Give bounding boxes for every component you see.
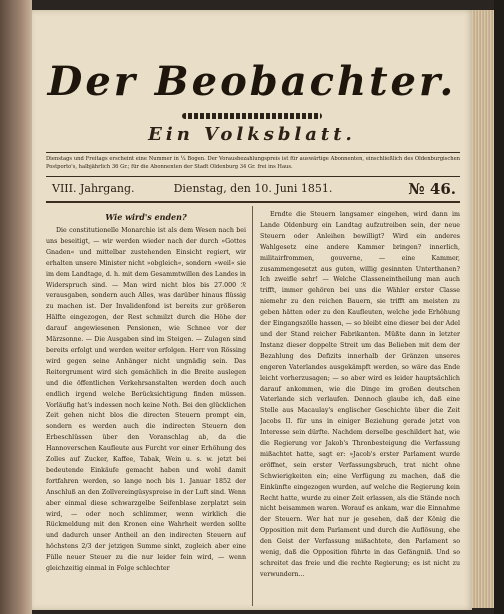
column-divider [252, 206, 253, 606]
issue-bar [46, 176, 460, 203]
ornament-divider [182, 113, 322, 119]
publication-notice: Dienstags und Freitags erscheint eine Nummer in ¼ Bogen. Der Vorausbezahlungspreis ist für auswärtige Abonnenten, einschließlich des Oldenburgischen Postporto's, halbjährlich 36 Gr.; für die Abonnenten der Stadt Oldenburg 34 Gr. frei ins Haus. [46, 152, 460, 171]
masthead-subtitle: Ein Volksblatt. [148, 124, 356, 145]
issue-number: № 46. [408, 180, 456, 198]
left-column [46, 210, 246, 605]
dark-border [494, 0, 504, 614]
article-text-right: Erndte die Steuern langsamer eingehen, wird dann im Lande Oldenburg ein Landtag aufzutreiben sein, der neue Steuern oder Anleihen bewilligt? Wird ein anderes Wahlgesetz eine andere Kammer bringen? innerlich, militairfrommen, gouverne, — eine Kammer, zusammengesetzt aus guten, willig gesinnten Unterthanen? Ich zweifle sehr! — Welche Classeneintheilung man auch trifft, immer gehören bei uns die Wähler erster Classe niemehr zu den reichen Bauern, sie trifft am meisten zu geben hätten oder zu den Kaufleuten, welche jede Erhöhung der Eingangszölle hassen, — so bleibt eine dieser bei der Adel und der Stand reicher Fabrikanten. Müßte dann in letzter Instanz dieser doppelte Streit um das Belieben mit dem der Bezahlung des Defizits innerhalb der Gränzen unseres engeren Vaterlandes ausgekämpft werden, so wäre das Ende leicht vorherzusagen; — so aber wird es leider hauptsächlich darauf ankommen, wie die Dinge im großen deutschen Vaterlande sich verlaufen. Dennoch glaube ich, daß eine Stelle aus Macaulay's englischer Geschichte über die Zeit Jacobs II. für uns in einiger Beziehung gerade jetzt von Interesse sein dürfte. Nachdem derselbe geschildert hat, wie die Regierung vor Jakob's Thronbesteigung die Verfassung mißachtet hatte, sagt er: »Jacob's erster Parlament wurde eröffnet, sein erster Verfassungsbruch, trat nicht ohne Schwierigkeiten ein; eine Verfügung zu machen, daß die Einkünfte eingezogen wurden, auf welche die Regierung kein Recht hatte, wurde zu einer Zeit erlassen, als die Stände noch nicht beisammen waren. Worauf es ankam, war die Einnahme der Steuern. Wer hat nur je gesehen, daß der König die Opposition mit dem Parlament und durch die Auflösung, ehe den Geist der Verfassung mißachtete, den Parlament so wenig, daß die Opposition führte in das Gefängniß. Und so schreitet das freie und die rechte Regierung; es ist nicht zu verwundern... [260, 211, 460, 578]
volume-label: VIII. Jahrgang. [52, 182, 135, 195]
page-edges [472, 10, 494, 608]
article-text-left: Die constitutionelle Monarchie ist als dem Wesen nach bei uns beseitigt, — wir werden wieder nach der durch »Gottes Gnaden« und mittelbar zustehenden Einsicht regiert, wir erhalten unsere Minister nicht »obgleich«, sondern »weil« sie im dem Landtage, d. h. mit dem Gesammtwillen des Landes in Widerspruch sind. — Man wird nicht blos bis 27.000 ℛ verausgaben, sondern auch Alles, was darüber hinaus flüssig zu machen ist. Der Invalidenfond ist bereits zur größeren Hälfte eingezogen, der Rest schmilzt durch die Höhe der darauf angewiesenen Pensionen, wie Schnee vor der Märzsonne. — Die Ausgaben sind im Steigen. — Zulagen sind bereits erfolgt und werden weiter erfolgen. Herr von Rössing wird gegen seine Anhänger nicht ungnädig sein. Das Reitergrument wird sich gemächlich in die Breite auslegen und die öffentlichen Verkehrsanstalten werden doch auch endlich irgend welche Berücksichtigung finden müssen. Vorläufig hat's indessen noch keine Noth. Bei den glücklichen Zeit gehen nicht blos die directen Steuern prompt ein, sondern es werden auch die indirecten Steuern den Erbeschlüssen über den Voranschlag ab, da die Hannoverschen Kaufleute aus Furcht vor einer Erhöhung des Zolles auf Zucker, Kaffee, Tabak, Wein u. s. w. jetzt bei bedeutende Einkäufe gemacht haben und wohl damit fortfahren werden, so lange noch bis 1. Januar 1852 der Anschluß an den Zollvereingüsyspreise in der Luft sind. Wenn aber einmal diese schwarzgelbe Seifenblase zerplatzt sein wird, — oder noch schlimmer, wenn wirklich die Rückmeldung mit den Kronen eine Wahrheit werden sollte und dadurch unser Antheil an den indirecten Steuern auf höchstens 2/3 der jetzigen Summe sinkt, zugleich aber eine Fülle neuer Steuer zu die nur leider fein wird, — wenn gleichzeitig einmal in Folge schlechter [46, 227, 246, 573]
book-spine [0, 0, 32, 614]
masthead-title: Der Beobachter. [47, 58, 457, 105]
issue-date: Dienstag, den 10. Juni 1851. [173, 182, 333, 195]
right-column [260, 210, 460, 605]
article-heading: Wie wird's enden? [105, 212, 187, 222]
newspaper-page [32, 10, 472, 610]
